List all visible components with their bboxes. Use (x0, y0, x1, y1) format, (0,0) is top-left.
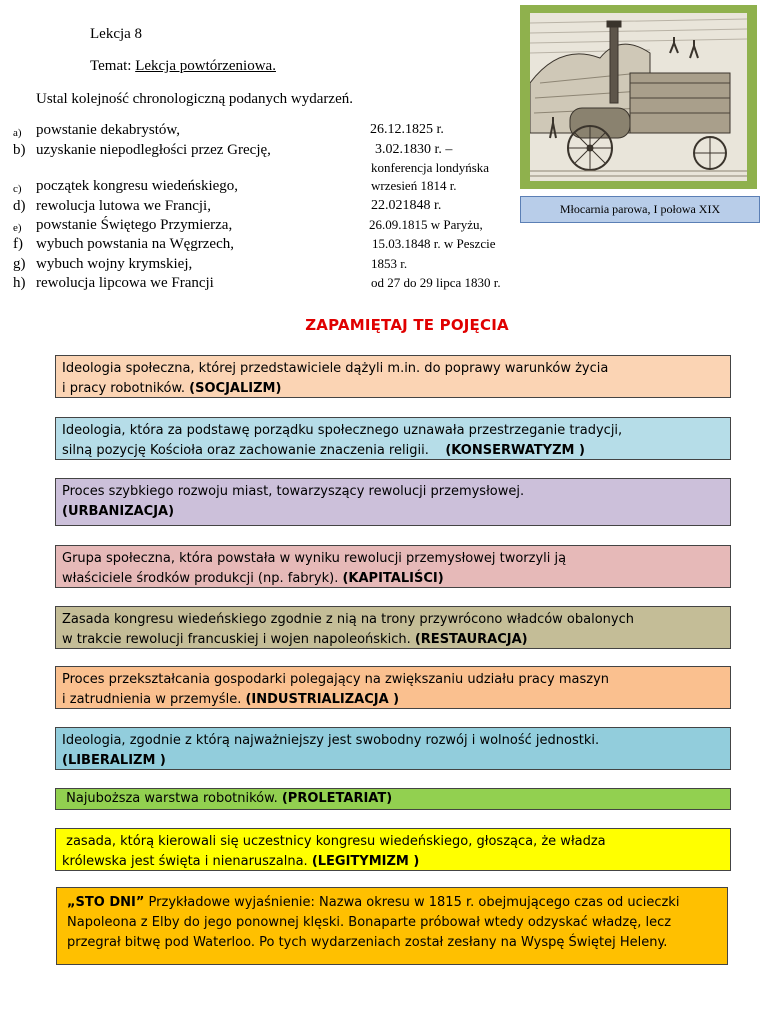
term-definition-cont (62, 502, 724, 522)
sto-dni-text: Napoleona z Elby do jego ponownej klęski. Bonaparte próbował wtedy odzyskać władzę, lecz (67, 915, 672, 930)
term-definition: Zasada kongresu wiedeńskiego zgodnie z nią na trony przywrócono władców obalonych (62, 612, 634, 627)
steam-thresher-illustration (530, 13, 747, 181)
term-definition-cont (62, 690, 724, 710)
event-item (13, 216, 533, 236)
event-item (13, 197, 533, 217)
term-name: (INDUSTRIALIZACJA ) (245, 692, 400, 707)
event-marker: f) (13, 236, 23, 252)
picture-caption: Młocarnia parowa, I połowa XIX (520, 196, 760, 223)
lesson-number: Lekcja 8 (90, 26, 143, 42)
event-item (13, 121, 533, 141)
event-marker: d) (13, 198, 26, 214)
event-marker: a) (13, 127, 22, 139)
event-item (13, 177, 533, 197)
term-definition-text: w trakcie rewolucji francuskiej i wojen napoleońskich. (62, 632, 415, 647)
event-name: powstanie Świętego Przymierza, (36, 217, 233, 233)
term-box-urbanizacja (55, 478, 731, 526)
term-definition-cont (62, 379, 724, 399)
topic-prefix: Temat: (90, 58, 136, 74)
event-name: rewolucja lipcowa we Francji (36, 275, 214, 291)
term-definition-text: i pracy robotników. (62, 381, 190, 396)
term-definition-text: silną pozycję Kościoła oraz zachowanie znaczenia religii. (62, 443, 446, 458)
event-name: wybuch wojny krymskiej, (36, 256, 193, 272)
threshing-machine-picture (520, 5, 757, 189)
event-name: powstanie dekabrystów, (36, 122, 180, 138)
term-box-proletariat (55, 788, 731, 810)
term-definition: Proces szybkiego rozwoju miast, towarzyszący rewolucji przemysłowej. (62, 484, 525, 499)
event-date: 26.12.1825 r. (370, 122, 444, 137)
event-date: 3.02.1830 r. – (375, 142, 453, 157)
event-item (13, 274, 533, 294)
sto-dni-text: Przykładowe wyjaśnienie: Nazwa okresu w 1815 r. obejmującego czas od ucieczki (144, 895, 680, 910)
event-marker: g) (13, 256, 26, 272)
event-marker: h) (13, 275, 26, 291)
section-heading: ZAPAMIĘTAJ TE POJĘCIA (305, 316, 509, 334)
instruction: Ustal kolejność chronologiczną podanych wydarzeń. (36, 91, 353, 107)
event-marker: c) (13, 183, 22, 195)
term-definition-cont (62, 441, 724, 461)
term-name: (PROLETARIAT) (281, 791, 393, 806)
term-box-kapitalisci (55, 545, 731, 588)
event-name: początek kongresu wiedeńskiego, (36, 178, 239, 194)
term-definition-text: i zatrudnienia w przemyśle. (62, 692, 246, 707)
event-date: 1853 r. (371, 256, 408, 271)
sto-dni-line (67, 893, 720, 913)
event-date-note: konferencja londyńska (371, 160, 490, 175)
topic-title: Lekcja powtórzeniowa. (135, 58, 276, 74)
term-name: (RESTAURACJA) (414, 632, 528, 647)
term-definition: Ideologia społeczna, której przedstawiciele dążyli m.in. do poprawy warunków życia (62, 361, 609, 376)
lesson-topic (90, 57, 276, 75)
term-definition-text: Najuboższa warstwa robotników. (62, 791, 282, 806)
term-box-konserwatyzm (55, 417, 731, 460)
event-item (13, 141, 533, 177)
term-box-liberalizm (55, 727, 731, 770)
term-box-industrializacja (55, 666, 731, 709)
event-date: 22.021848 r. (371, 198, 442, 213)
sto-dni-box (56, 887, 728, 965)
event-name: uzyskanie niepodległości przez Grecję, (36, 142, 271, 158)
term-name: (KONSERWATYZM ) (445, 443, 585, 458)
event-date: 15.03.1848 r. w Peszcie (372, 236, 496, 251)
term-definition: Ideologia, zgodnie z którą najważniejszy jest swobodny rozwój i wolność jednostki. (62, 733, 600, 748)
sto-dni-title: „STO DNI” (67, 895, 145, 910)
term-name: (LIBERALIZM ) (62, 753, 166, 768)
event-date: od 27 do 29 lipca 1830 r. (371, 275, 501, 290)
event-item (13, 255, 533, 275)
event-date: 26.09.1815 w Paryżu, (369, 217, 483, 232)
term-definition: zasada, którą kierowali się uczestnicy kongresu wiedeńskiego, głosząca, że władza (62, 834, 606, 849)
term-definition-cont (62, 751, 724, 771)
term-definition-cont (62, 569, 724, 589)
term-definition-cont (62, 789, 724, 809)
event-name: wybuch powstania na Węgrzech, (36, 236, 234, 252)
term-name: (LEGITYMIZM ) (311, 854, 420, 869)
term-definition: Ideologia, która za podstawę porządku społecznego uznawała przestrzeganie tradycji, (62, 423, 623, 438)
term-box-legitymizm (55, 828, 731, 871)
event-marker: e) (13, 222, 22, 234)
term-name: (KAPITALIŚCI) (342, 571, 444, 586)
term-definition-cont (62, 630, 724, 650)
event-item (13, 235, 533, 255)
sto-dni-text: przegrał bitwę pod Waterloo. Po tych wydarzeniach został zesłany na Wyspę Świętej Heleny. (67, 935, 668, 950)
term-definition: Grupa społeczna, która powstała w wyniku rewolucji przemysłowej tworzyli ją (62, 551, 567, 566)
term-definition: Proces przekształcania gospodarki polegający na zwiększaniu udziału pracy maszyn (62, 672, 610, 687)
term-box-restauracja (55, 606, 731, 649)
term-name: (URBANIZACJA) (62, 504, 175, 519)
event-name: rewolucja lutowa we Francji, (36, 198, 211, 214)
term-box-socjalizm (55, 355, 731, 398)
term-definition-text: królewska jest święta i nienaruszalna. (62, 854, 312, 869)
term-name: (SOCJALIZM) (189, 381, 282, 396)
event-date: wrzesień 1814 r. (371, 178, 457, 193)
term-definition-text: właściciele środków produkcji (np. fabryk). (62, 571, 343, 586)
event-marker: b) (13, 142, 26, 158)
term-definition-cont (62, 852, 724, 872)
